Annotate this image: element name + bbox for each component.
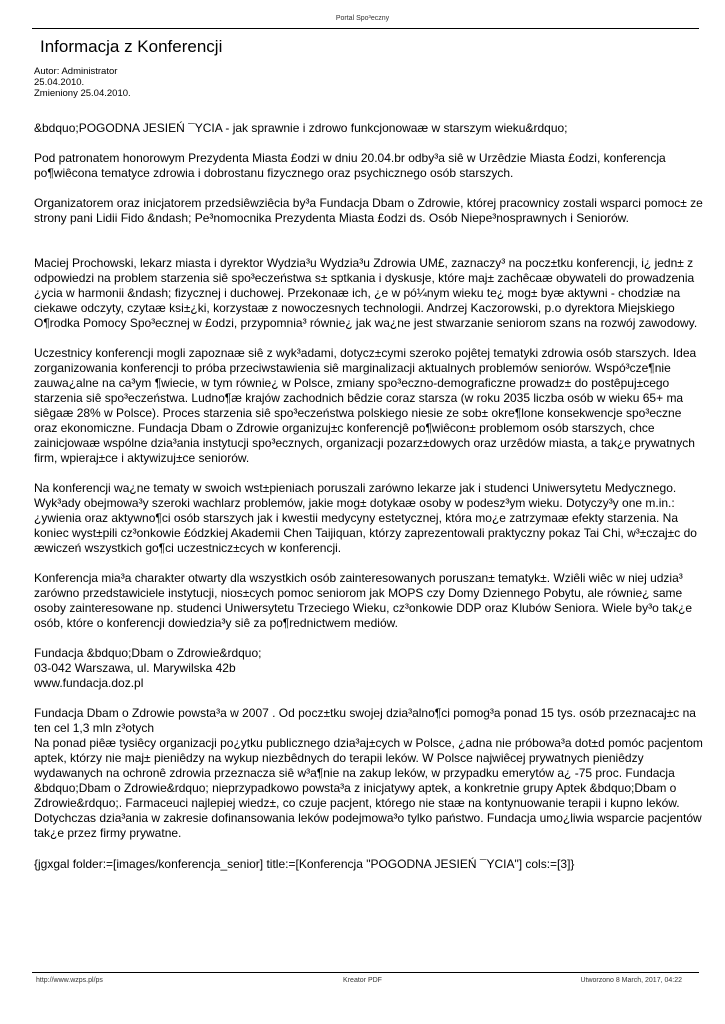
address-name: Fundacja &bdquo;Dbam o Zdrowie&rdquo;: [34, 646, 262, 660]
paragraph-participants: Uczestnicy konferencji mogli zapoznaæ siê z wyk³adami, dotycz±cymi szeroko pojêtej tematyki zdrowia osób starszych. Idea zorganizowania konferencji to próba przeciwstawienia siê marginalizacji aktualnych problemów seniorów. Wspó³cze¶nie zauwa¿alne na ca³ym ¶wiecie, w tym równie¿ w Polsce, zmiany spo³eczno-demograficzne prowadz± do postêpuj±cego starzenia siê spo³eczeństwa. Ludno¶æ krajów zachodnich bêdzie coraz starsza (w roku 2035 liczba osób w wieku 65+ ma siêgaæ 28% w Polsce). Proces starzenia siê spo³eczeństwa polskiego niesie ze sob± okre¶lone konsekwencje spo³eczne oraz ekonomiczne. Fundacja Dbam o Zdrowie organizuj±c konferencjê po¶wiêcon± problemom osób starszych, chce zainicjowaæ wspólne dzia³ania instytucji spo³ecznych, organizacji pozarz±dowych oraz urzêdów miasta, a tak¿e prywatnych firm, wpieraj±ce i aktywizuj±ce seniorów.: [34, 346, 697, 465]
footer-url: http://www.wzps.pl/ps: [36, 977, 103, 984]
gallery-shortcode: {jgxgal folder:=[images/konferencja_senior] title:=[Konferencja "POGODNA JESIEŃ ¯YCIA"] cols:=[3]}: [34, 857, 575, 871]
article-author: Autor: Administrator: [34, 66, 118, 77]
paragraph-topics: Na konferencji wa¿ne tematy w swoich wst±pieniach poruszali zarówno lekarze jak i studenci Uniwersytetu Medycznego. Wyk³ady obejmowa³y szeroki wachlarz problemów, jakie mog± dotykaæ osoby w podesz³ym wieku. Dotyczy³y one m.in.: ¿ywienia oraz aktywno¶ci osób starszych jak i kwestii medycyny estetycznej, która mo¿e zatrzymaæ efekty starzenia. Na koniec wyst±pili cz³onkowie £ódzkiej Akademii Chen Taijiquan, którzy zaprezentowali praktyczny pokaz Tai Chi, w³±czaj±c do æwiczeń wszystkich go¶ci uczestnicz±cych w konferencji.: [34, 481, 697, 555]
article-subtitle: &bdquo;POGODNA JESIEŃ ¯YCIA - jak sprawnie i zdrowo funkcjonowaæ w starszym wieku&rdquo;: [34, 121, 568, 135]
header-divider: [32, 28, 699, 29]
paragraph-patronage: Pod patronatem honorowym Prezydenta Miasta £odzi w dniu 20.04.br odby³a siê w Urzêdzie Miasta £odzi, konferencja po¶wiêcona tematyce zdrowia i dobrostanu fizycznego oraz psychicznego osób starszych.: [34, 151, 666, 180]
paragraph-audience: Konferencja mia³a charakter otwarty dla wszystkich osób zainteresowanych poruszan± tematyk±. Wziêli wiêc w niej udzia³ zarówno przedstawiciele instytucji, nios±cych pomoc seniorom jak MOPS czy Domy Dziennego Pobytu, ale równie¿ same osoby zainteresowane np. studenci Uniwersytetu Trzeciego Wieku, cz³onkowie DDP oraz Klubów Seniora. Wiele by³o tak¿e osób, które o konferencji dowiedzia³y siê za po¶rednictwem mediów.: [34, 571, 693, 630]
article-body: [34, 121, 704, 872]
foundation-address: [34, 646, 704, 691]
article-date: 25.04.2010.: [34, 77, 85, 88]
address-website: www.fundacja.doz.pl: [34, 676, 144, 690]
article-meta: [34, 66, 131, 99]
page-header-site-name: Portal Spo³eczny: [335, 15, 390, 22]
article-title: Informacja z Konferencji: [40, 37, 223, 56]
footer-generator: Kreator PDF: [343, 977, 382, 984]
footer-divider: [32, 972, 699, 973]
article-modified-date: Zmieniony 25.04.2010.: [34, 88, 131, 99]
footer-created-date: Utworzono 8 March, 2017, 04:22: [580, 977, 682, 984]
address-street: 03-042 Warszawa, ul. Marywilska 42b: [34, 661, 236, 675]
paragraph-foundation-history: Fundacja Dbam o Zdrowie powsta³a w 2007 . Od pocz±tku swojej dzia³alno¶ci pomog³a ponad 15 tys. osób przeznacaj±c na ten cel 1,3 mln z³otych: [34, 706, 696, 735]
paragraph-speakers: Maciej Prochowski, lekarz miasta i dyrektor Wydzia³u Wydzia³u Zdrowia UM£, zaznaczy³ na pocz±tku konferencji, i¿ jedn± z odpowiedzi na problem starzenia siê spo³eczeństwa s± sptkania i dyskusje, które maj± zachêcaæ obywateli do prowadzenia ¿ycia w harmonii &ndash; fizycznej i duchowej. Przekonaæ ich, ¿e w pó¼nym wieku te¿ mog± byæ aktywni - chodziæ na ciekawe odczyty, czytaæ ksi±¿ki, korzystaæ z nowoczesnych technologii. Andrzej Kaczorowski, p.o dyrektora Miejskiego O¶rodka Pomocy Spo³ecznej w £odzi, przypomnia³ równie¿ jak wa¿ne jest stwarzanie seniorom szans na rozwój zawodowy.: [34, 256, 698, 330]
paragraph-foundation-mission: Na ponad piêæ tysiêcy organizacji po¿ytku publicznego dzia³aj±cych w Polsce, ¿adna nie próbowa³a dot±d pomóc pacjentom aptek, którzy nie maj± pieniêdzy na wykup niezbêdnych do terapii leków. W Polsce najwiêcej prywatnych pieniêdzy wydawanych na ochronê zdrowia przeznacza siê w³a¶nie na zakup leków, w przypadku emerytów a¿ -75 proc. Fundacja &bdquo;Dbam o Zdrowie&rdquo; nieprzypadkowo powsta³a z inicjatywy aptek, a konkretnie grupy Aptek &bdquo;Dbam o Zdrowie&rdquo;. Farmaceuci najlepiej wiedz±, co czuje pacjent, którego nie staæ na kontynuowanie terapii i kupno leków. Dotychczas dzia³ania w zakresie dofinansowania leków podejmowa³o tylko państwo. Fundacja umo¿liwia wsparcie pacjentów tak¿e przez firmy prywatne.: [34, 736, 703, 840]
paragraph-organizer: Organizatorem oraz inicjatorem przedsiêwziêcia by³a Fundacja Dbam o Zdrowie, której pracownicy zostali wsparci pomoc± ze strony pani Lidii Fido &ndash; Pe³nomocnika Prezydenta Miasta £odzi ds. Osób Niepe³nosprawnych i Seniorów.: [34, 196, 703, 225]
